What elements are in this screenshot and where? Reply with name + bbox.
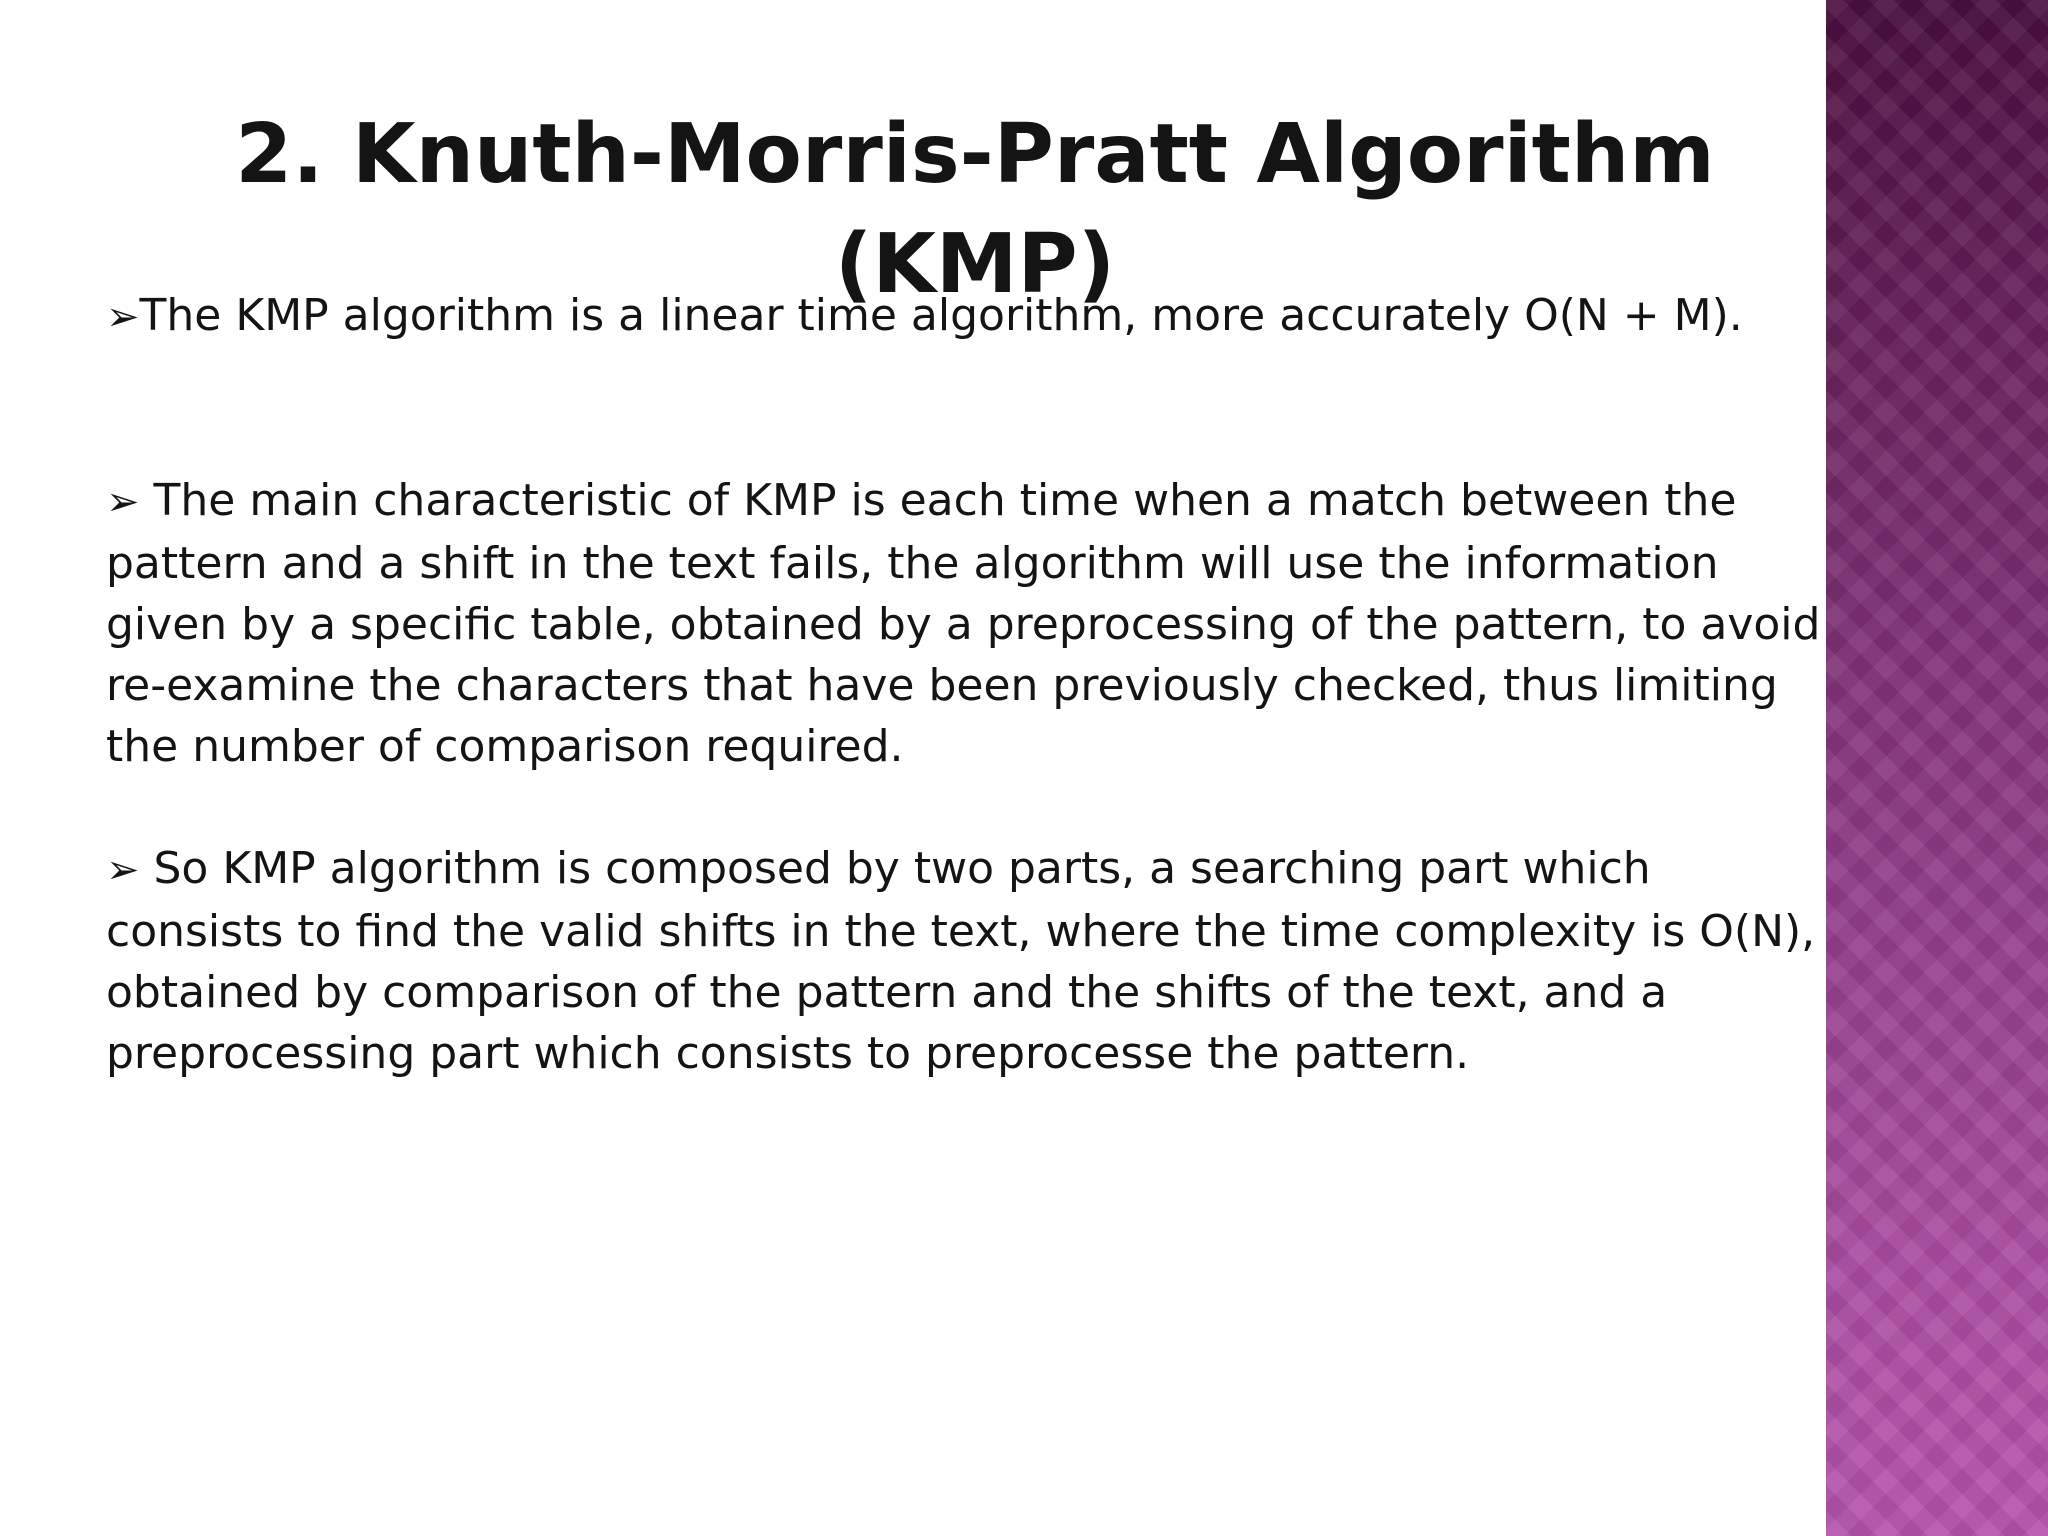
arrow-bullet-icon: ➢ bbox=[106, 479, 140, 525]
bullet-text: The main characteristic of KMP is each time when a match between the pattern and a shift in the text fails, the algorithm will use the information given by a specific table, obtained by a preprocessing of the pattern, to avoid re-examine the characters that have been previously checked, thus limiting the number of comparison required. bbox=[106, 475, 1821, 772]
slide-body bbox=[106, 285, 1826, 1084]
bullet-text: The KMP algorithm is a linear time algorithm, more accurately O(N + M). bbox=[139, 290, 1743, 341]
decorative-side-band bbox=[1826, 0, 2048, 1536]
slide-title: 2. Knuth-Morris-Pratt Algorithm (KMP) bbox=[235, 107, 1715, 312]
bullet-item bbox=[106, 285, 1826, 348]
arrow-bullet-icon: ➢ bbox=[106, 294, 140, 340]
bullet-item bbox=[106, 838, 1826, 1084]
arrow-bullet-icon: ➢ bbox=[106, 847, 140, 893]
bullet-text: So KMP algorithm is composed by two parts, a searching part which consists to find the valid shifts in the text, where the time complexity is O(N), obtained by comparison of the pattern and the shifts of the text, and a preprocessing part which consists to preprocesse the pattern. bbox=[106, 843, 1816, 1079]
bullet-item bbox=[106, 470, 1826, 777]
